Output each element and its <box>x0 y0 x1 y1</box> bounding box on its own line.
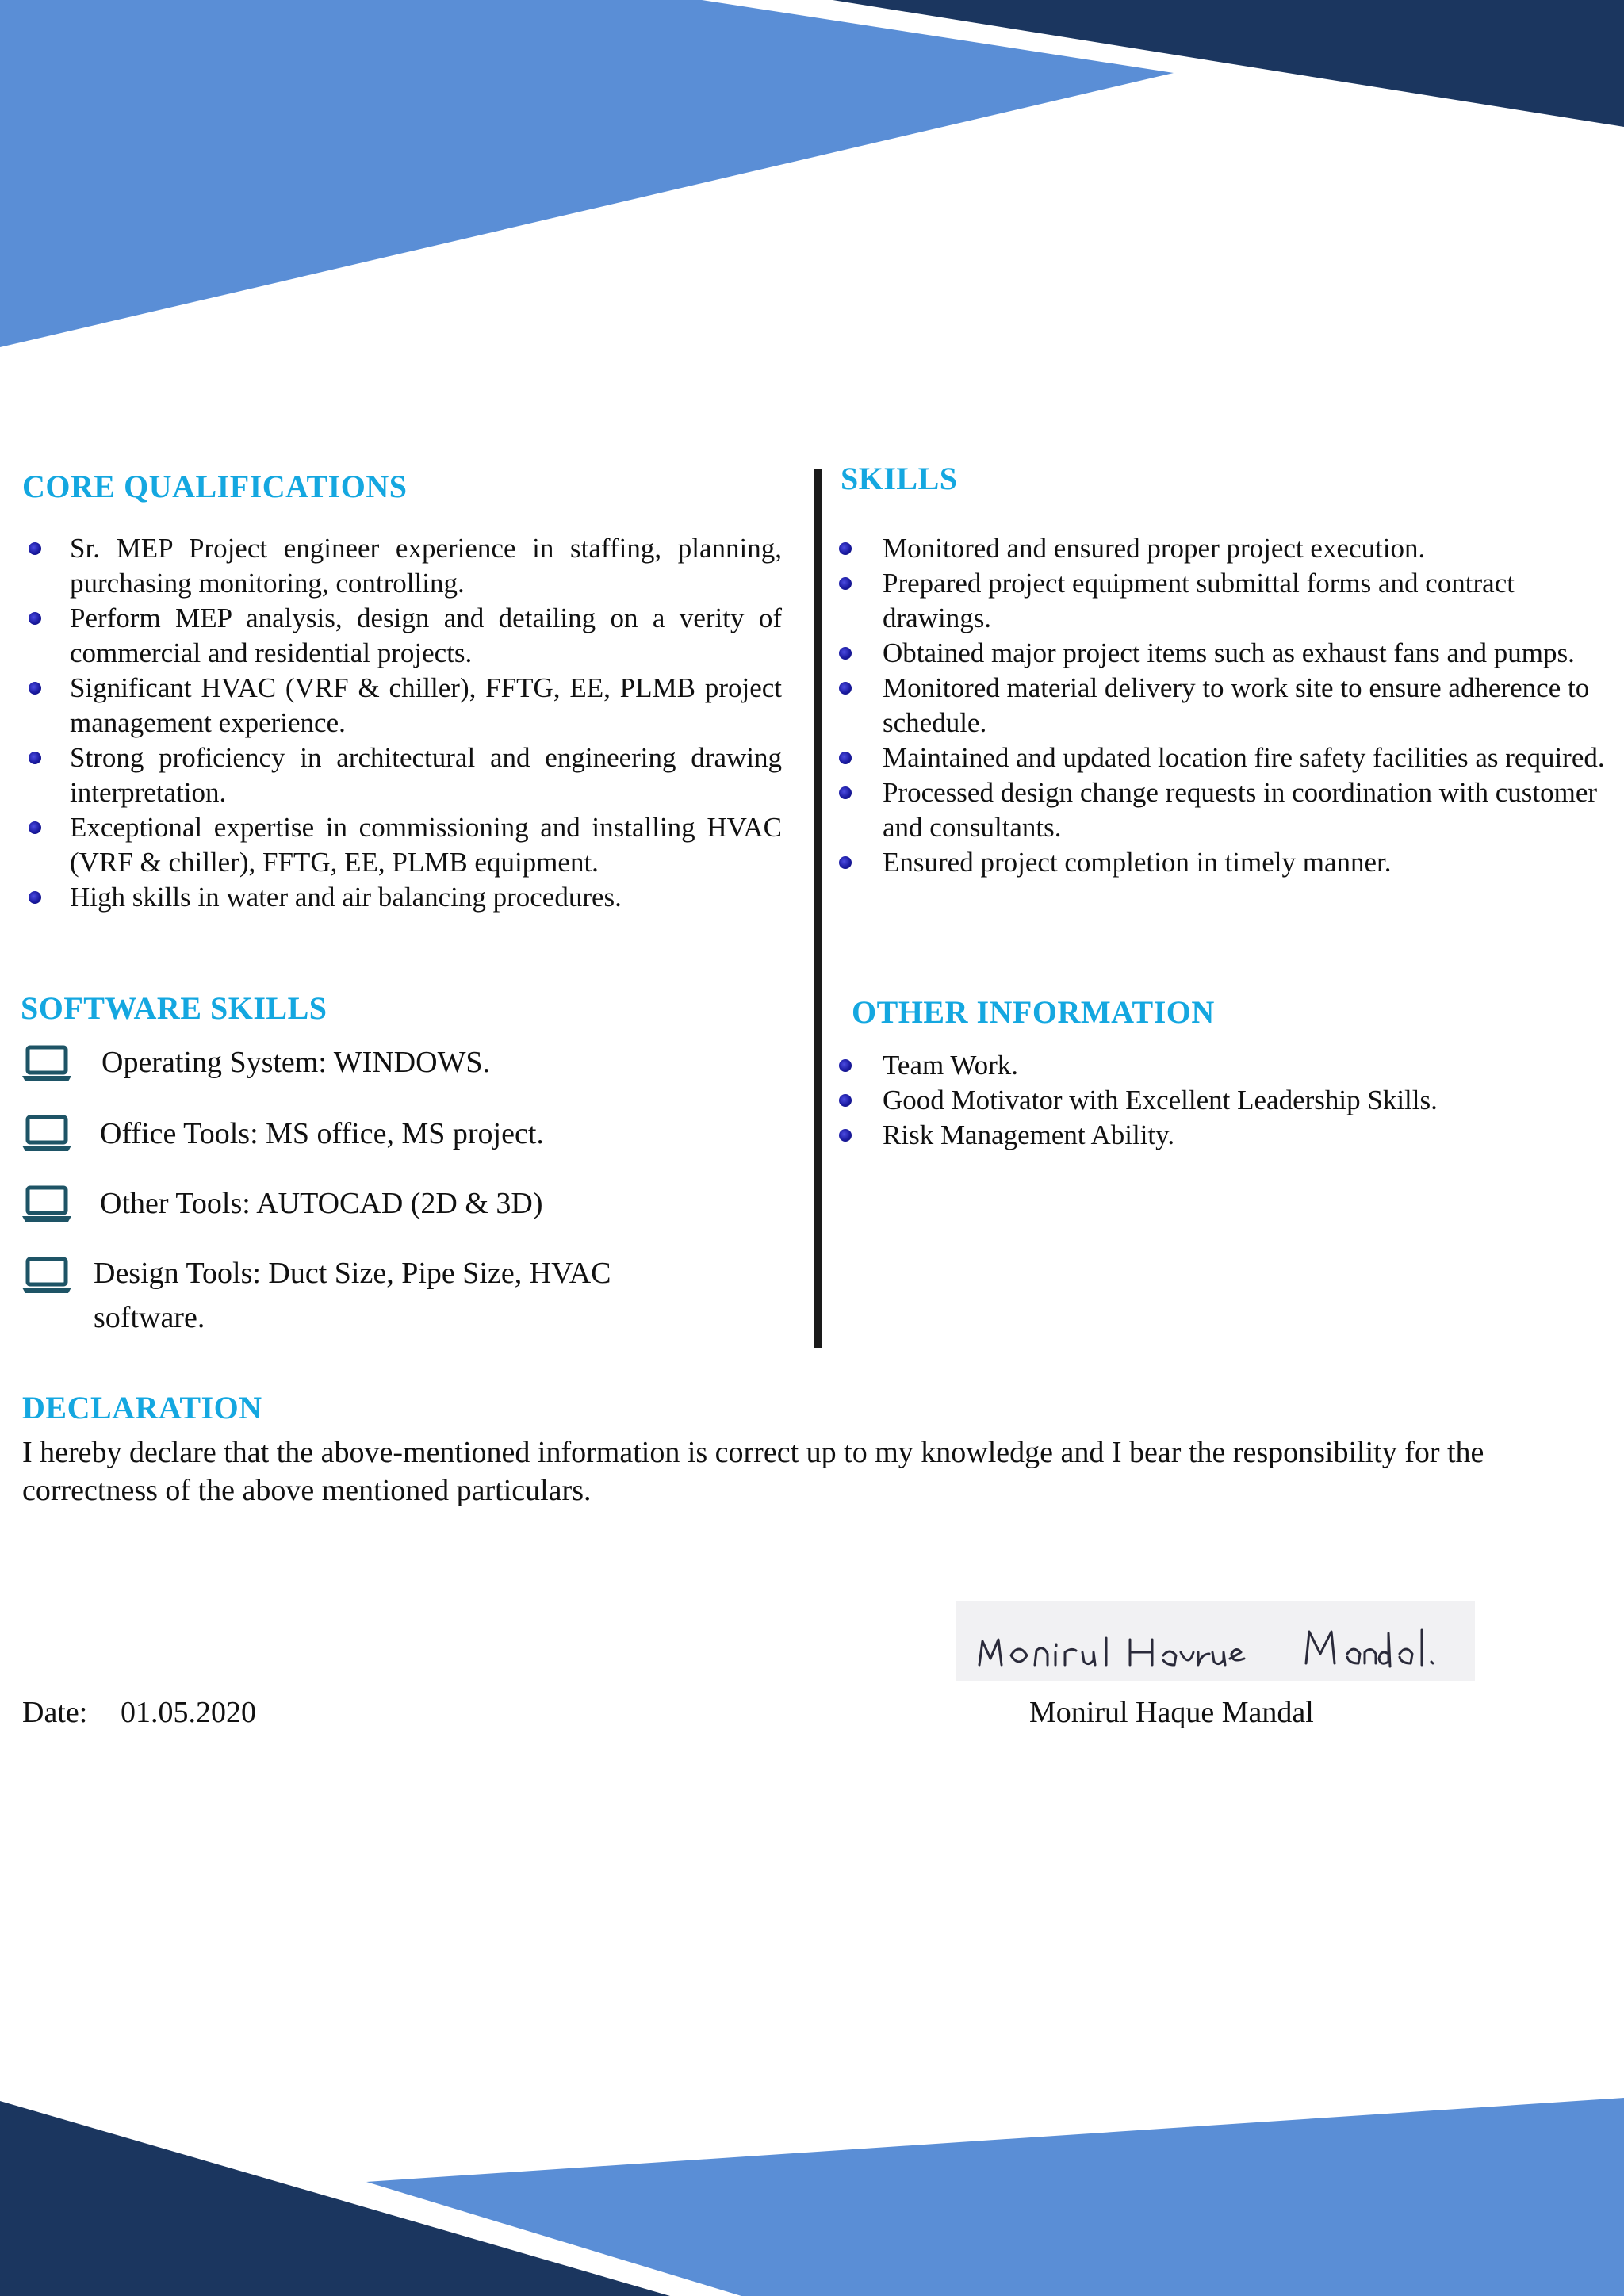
bullet-icon <box>839 542 852 555</box>
declaration-text: I hereby declare that the above-mentioned information is correct up to my knowledge and I bear the responsibility for the correctness of the above mentioned particulars. <box>22 1436 1484 1507</box>
list-item: Exceptional expertise in commissioning and installing HVAC (VRF & chiller), FFTG, EE, PLMB equipment. <box>24 810 782 880</box>
bullet-icon <box>839 856 852 869</box>
skills-list <box>839 531 1624 880</box>
list-item: Monitored material delivery to work site to ensure adherence to schedule. <box>839 671 1624 740</box>
bullet-icon <box>839 1059 852 1072</box>
bullet-icon <box>839 647 852 660</box>
bottom-banner-decoration <box>0 2085 1624 2296</box>
laptop-icon <box>21 1115 73 1153</box>
top-light-triangle <box>0 0 1174 347</box>
signature-image <box>956 1601 1475 1681</box>
date-label: Date: <box>22 1696 88 1729</box>
bullet-icon <box>839 682 852 695</box>
core-qualifications-list <box>24 531 782 915</box>
bullet-icon <box>839 1094 852 1107</box>
other-information-list <box>839 1048 1624 1153</box>
list-item: Maintained and updated location fire safety facilities as required. <box>839 740 1624 775</box>
laptop-icon <box>21 1257 73 1295</box>
list-item: Team Work. <box>839 1048 1624 1083</box>
list-item: Obtained major project items such as exhaust fans and pumps. <box>839 636 1624 671</box>
bullet-icon <box>29 891 41 904</box>
declaration-heading: DECLARATION <box>22 1390 262 1425</box>
software-item: Office Tools: MS office, MS project. <box>100 1117 544 1150</box>
list-item: Processed design change requests in coordination with customer and consultants. <box>839 775 1624 845</box>
bullet-icon <box>29 542 41 555</box>
bullet-icon <box>29 752 41 764</box>
date-value: 01.05.2020 <box>121 1696 256 1729</box>
laptop-icon <box>21 1045 73 1083</box>
list-item: Monitored and ensured proper project execution. <box>839 531 1624 566</box>
software-item: Other Tools: AUTOCAD (2D & 3D) <box>100 1187 543 1220</box>
software-item: Operating System: WINDOWS. <box>102 1046 491 1079</box>
list-item: Strong proficiency in architectural and engineering drawing interpretation. <box>24 740 782 810</box>
skills-heading: SKILLS <box>841 461 958 496</box>
list-item: Significant HVAC (VRF & chiller), FFTG, EE, PLMB project management experience. <box>24 671 782 740</box>
software-item: Design Tools: Duct Size, Pipe Size, HVAC software. <box>94 1257 611 1334</box>
bullet-icon <box>839 752 852 764</box>
list-item: High skills in water and air balancing procedures. <box>24 880 782 915</box>
bullet-icon <box>839 1129 852 1142</box>
laptop-icon <box>21 1185 73 1223</box>
bullet-icon <box>29 821 41 834</box>
bullet-icon <box>839 577 852 590</box>
list-item: Risk Management Ability. <box>839 1118 1624 1153</box>
software-skills-heading: SOFTWARE SKILLS <box>21 990 327 1026</box>
bullet-icon <box>29 612 41 625</box>
list-item: Sr. MEP Project engineer experience in staffing, planning, purchasing monitoring, controlling. <box>24 531 782 601</box>
top-banner-decoration <box>0 0 1624 365</box>
core-qualifications-heading: CORE QUALIFICATIONS <box>22 469 408 504</box>
other-information-heading: OTHER INFORMATION <box>852 994 1215 1030</box>
list-item: Good Motivator with Excellent Leadership Skills. <box>839 1083 1624 1118</box>
list-item: Prepared project equipment submittal forms and contract drawings. <box>839 566 1624 636</box>
list-item: Perform MEP analysis, design and detailing on a verity of commercial and residential projects. <box>24 601 782 671</box>
bullet-icon <box>29 682 41 695</box>
handwritten-signature <box>956 1601 1475 1681</box>
column-divider <box>814 469 822 1348</box>
bullet-icon <box>839 786 852 799</box>
signatory-name: Monirul Haque Mandal <box>1029 1696 1314 1729</box>
list-item: Ensured project completion in timely manner. <box>839 845 1624 880</box>
